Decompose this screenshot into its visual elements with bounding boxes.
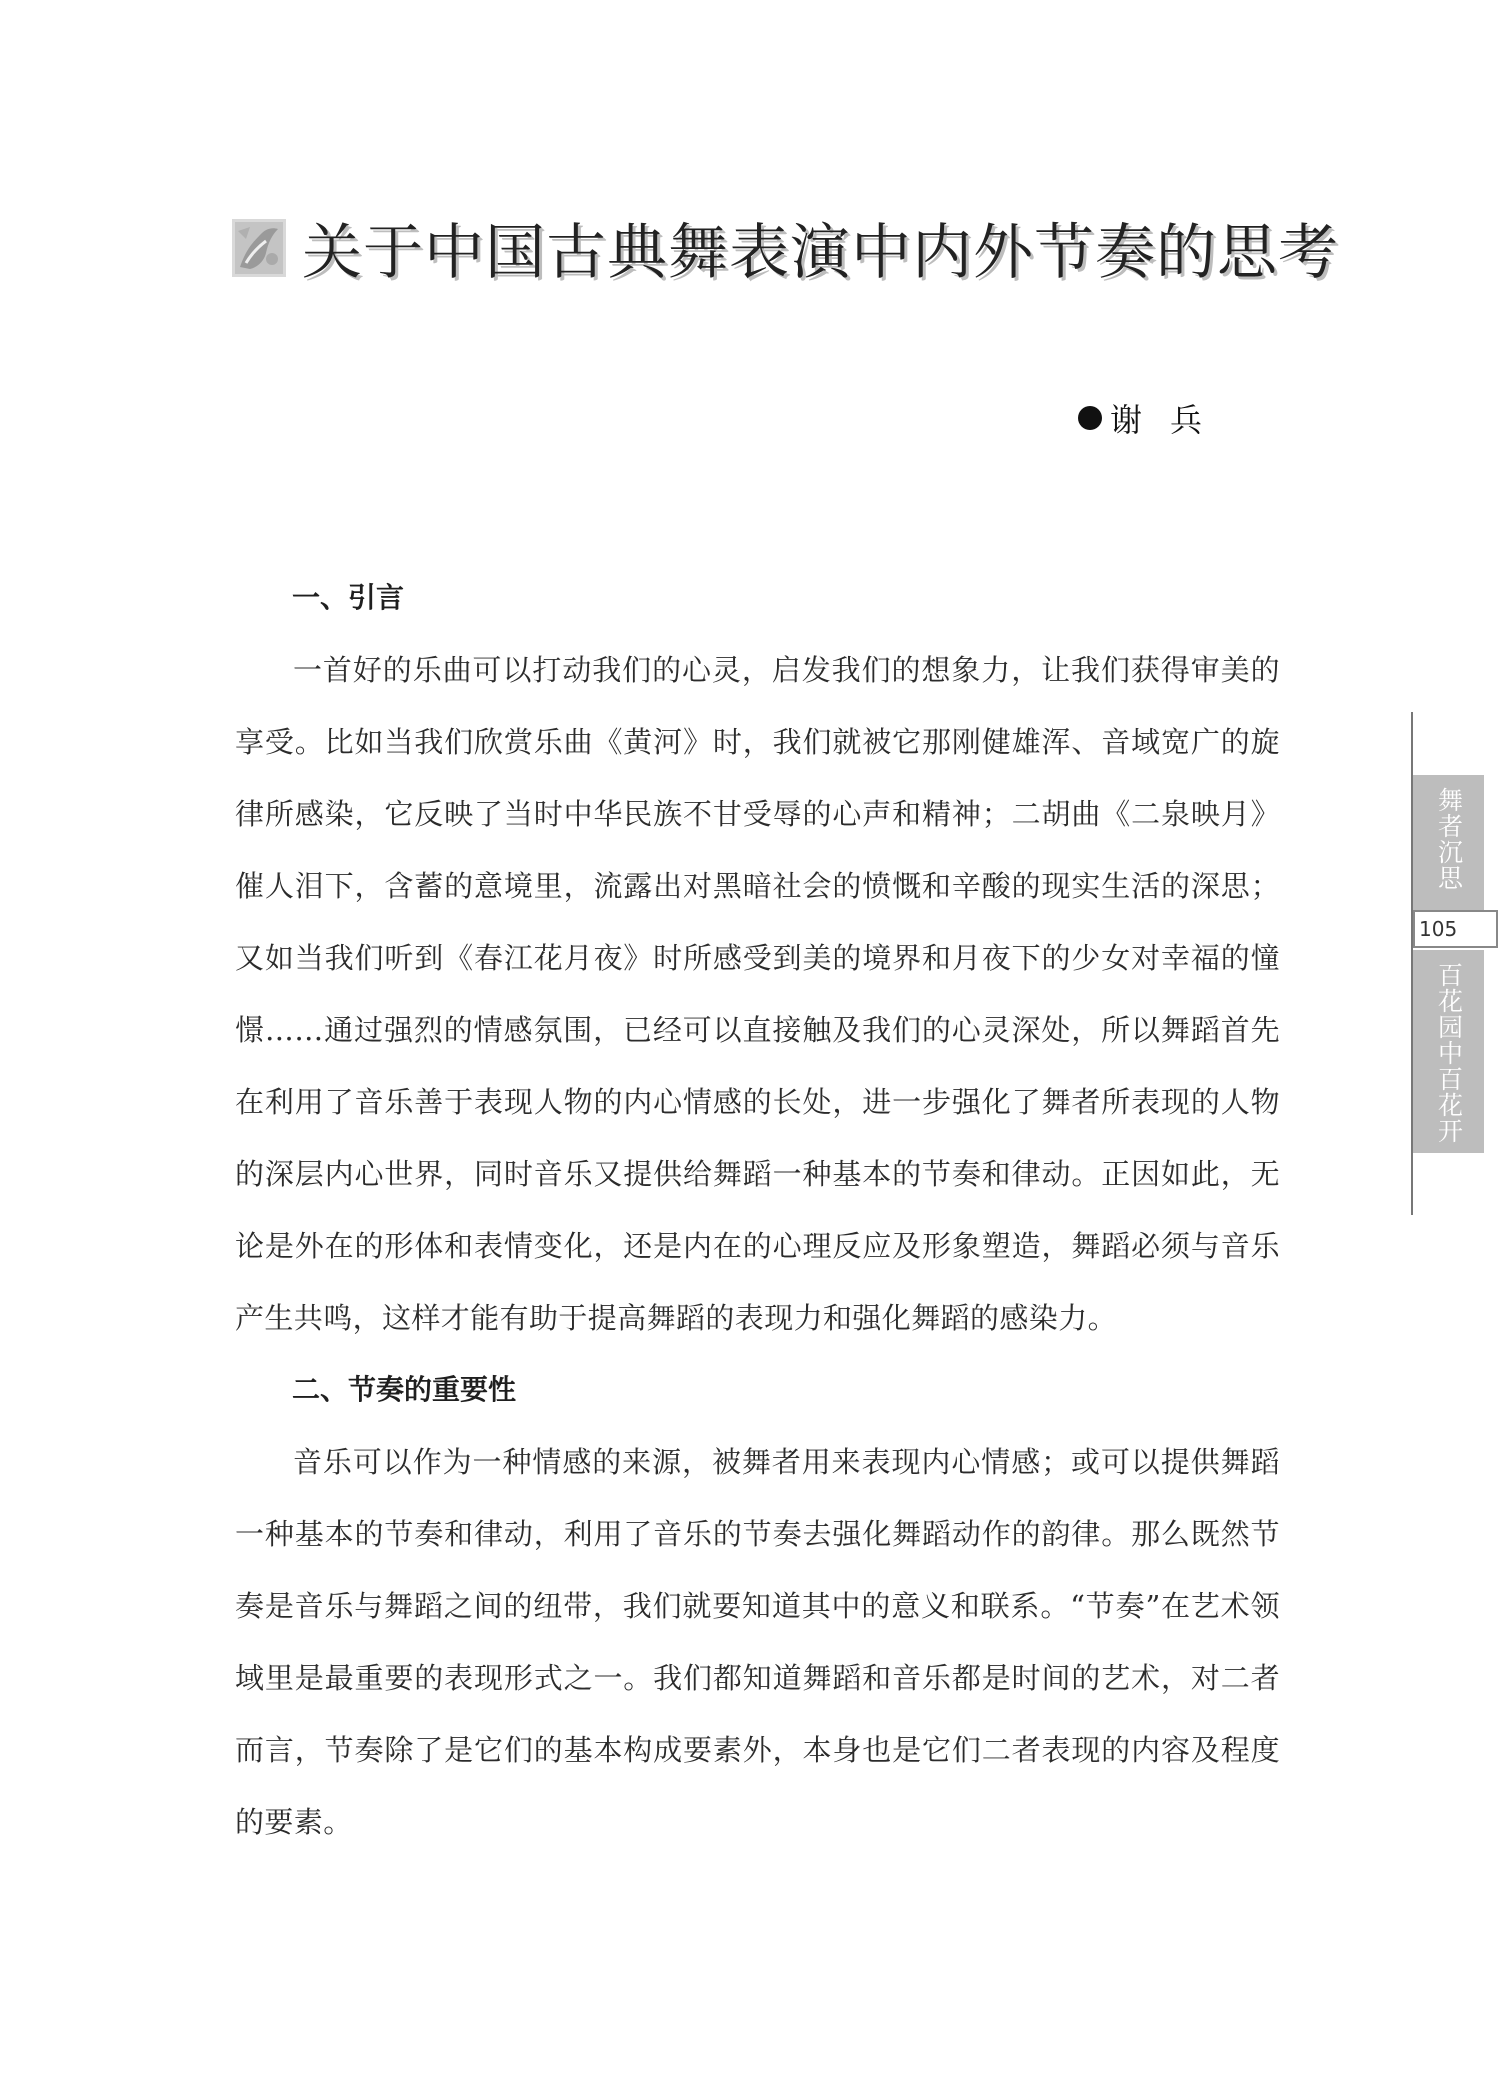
section-heading-intro: 一、引言 xyxy=(292,581,405,614)
author-name: 谢兵 xyxy=(1110,401,1231,439)
sidebar-section-tab xyxy=(1413,950,1484,1153)
sidebar-column-name: 舞者沉思 xyxy=(1434,787,1464,891)
page-number-box xyxy=(1413,910,1498,948)
page-number: 105 xyxy=(1419,917,1458,941)
paragraph-intro: 一首好的乐曲可以打动我们的心灵，启发我们的想象力，让我们获得审美的享受。比如当我们欣赏乐曲《黄河》时，我们就被它那刚健雄浑、音域宽广的旋律所感染，它反映了当时中华民族不甘受辱的心声和精神；二胡曲《二泉映月》催人泪下，含蓄的意境里，流露出对黑暗社会的愤慨和辛酸的现实生活的深思；又如当我们听到《春江花月夜》时所感受到美的境界和月夜下的少女对幸福的憧憬……通过强烈的情感氛围，已经可以直接触及我们的心灵深处，所以舞蹈首先在利用了音乐善于表现人物的内心情感的长处，进一步强化了舞者所表现的人物的深层内心世界，同时音乐又提供给舞蹈一种基本的节奏和律动。正因如此，无论是外在的形体和表情变化，还是内在的心理反应及形象塑造，舞蹈必须与音乐产生共鸣，这样才能有助于提高舞蹈的表现力和强化舞蹈的感染力。 xyxy=(235,653,1280,1335)
author-line xyxy=(1078,395,1230,441)
paragraph-rhythm: 音乐可以作为一种情感的来源，被舞者用来表现内心情感；或可以提供舞蹈一种基本的节奏和律动，利用了音乐的节奏去强化舞蹈动作的韵律。那么既然节奏是音乐与舞蹈之间的纽带，我们就要知道其中的意义和联系。“节奏”在艺术领域里是最重要的表现形式之一。我们都知道舞蹈和音乐都是时间的艺术，对二者而言，节奏除了是它们的基本构成要素外，本身也是它们二者表现的内容及程度的要素。 xyxy=(235,1445,1280,1839)
sidebar-column-tab xyxy=(1413,775,1484,910)
article-title: 关于中国古典舞表演中内外节奏的思考 xyxy=(302,218,1339,288)
section-heading-rhythm: 二、节奏的重要性 xyxy=(292,1373,517,1406)
article-title-block xyxy=(232,210,1339,286)
black-dot-icon xyxy=(1078,406,1102,430)
sidebar-section-name: 百花园中百花开 xyxy=(1434,962,1464,1144)
decorative-emblem-icon xyxy=(232,219,286,277)
article-body xyxy=(235,562,1280,1858)
